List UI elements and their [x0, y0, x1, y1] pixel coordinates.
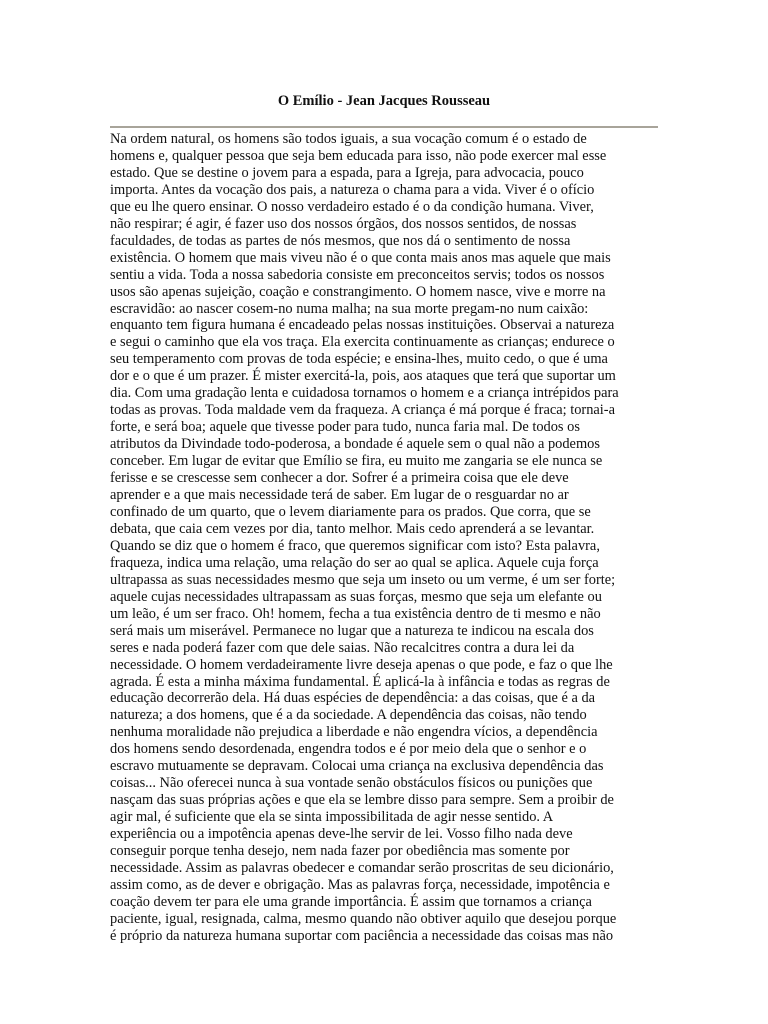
body-text-line: estado. Que se destine o jovem para a espada, para a Igreja, para advocacia, pouco — [110, 164, 584, 181]
body-text-line: dia. Com uma gradação lenta e cuidadosa tornamos o homem e a criança intrépidos para — [110, 385, 619, 402]
body-text-line: todas as provas. Toda maldade vem da fraqueza. A criança é má porque é fraca; tornai-a — [110, 402, 615, 419]
body-text-line: paciente, igual, resignada, calma, mesmo quando não obtiver aquilo que desejou porque — [110, 910, 617, 927]
body-text-line: natureza; a dos homens, que é a da sociedade. A dependência das coisas, não tendo — [110, 707, 587, 724]
body-text-line: coação devem ter para ele uma grande importância. É assim que tornamos a criança — [110, 893, 592, 910]
body-text-line: será mais um miserável. Permanece no lugar que a natureza te indicou na escala dos — [110, 622, 594, 639]
body-text-line: homens e, qualquer pessoa que seja bem educada para isso, não pode exercer mal esse — [110, 147, 607, 164]
body-text-line: escravo mutuamente se depravam. Colocai uma criança na exclusiva dependência das — [110, 758, 604, 775]
body-text-line: um leão, é um ser fraco. Oh! homem, fecha a tua existência dentro de ti mesmo e não — [110, 605, 601, 622]
body-text-line: ferisse e se crescesse sem conhecer a dor. Sofrer é a primeira coisa que ele deve — [110, 470, 569, 487]
body-text-line: conseguir porque tenha desejo, nem nada fazer por obediência mas somente por — [110, 843, 570, 860]
body-text-line: sentiu a vida. Toda a nossa sabedoria consiste em preconceitos servis; todos os nossos — [110, 266, 605, 283]
body-text-line: conceber. Em lugar de evitar que Emílio se fira, eu muito me zangaria se ele nunca se — [110, 453, 603, 470]
title-divider — [110, 126, 658, 128]
body-text-line: necessidade. Assim as palavras obedecer e comandar serão proscritas de seu dicionário, — [110, 859, 614, 876]
body-text-line: confinado de um quarto, que o levem diariamente para os prados. Que corra, que se — [110, 503, 591, 520]
body-text-line: seres e nada poderá fazer com que dele saias. Não recalcitres contra a dura lei da — [110, 639, 575, 656]
body-text-line: dor e o que é um prazer. É mister exercitá-la, pois, aos ataques que terá que suportar um — [110, 368, 616, 385]
body-text-line: debata, que caia cem vezes por dia, tanto melhor. Mais cedo aprenderá a se levantar. — [110, 520, 595, 537]
body-text-line: necessidade. O homem verdadeiramente livre deseja apenas o que pode, e faz o que lhe — [110, 656, 613, 673]
body-text-line: escravidão: ao nascer cosem-no numa malha; na sua morte pregam-no num caixão: — [110, 300, 589, 317]
body-text-line: enquanto tem figura humana é encadeado pelas nossas instituições. Observai a natureza — [110, 317, 615, 334]
document-body — [110, 131, 658, 945]
body-text-line: experiência ou a impotência apenas deve-lhe servir de lei. Vosso filho nada deve — [110, 826, 573, 843]
body-text-line: agir mal, é suficiente que ela se sinta impossibilitada de agir nesse sentido. A — [110, 809, 554, 826]
body-text-line: atributos da Divindade todo-poderosa, a bondade é aquele sem o qual não a podemos — [110, 436, 600, 453]
body-text-line: aquele cujas necessidades ultrapassam as suas forças, mesmo que seja um elefante ou — [110, 588, 602, 605]
body-text-line: aprender e a que mais necessidade terá de saber. Em lugar de o resguardar no ar — [110, 487, 569, 504]
body-text-line: faculdades, de todas as partes de nós mesmos, que nos dá o sentimento de nossa — [110, 232, 571, 249]
body-text-line: Quando se diz que o homem é fraco, que queremos significar com isto? Esta palavra, — [110, 537, 600, 554]
body-text-line: nasçam das suas próprias ações e que ela se lembre disso para sempre. Sem a proibir de — [110, 792, 614, 809]
body-text-line: que eu lhe quero ensinar. O nosso verdadeiro estado é o da condição humana. Viver, — [110, 198, 594, 215]
body-text-line: ultrapassa as suas necessidades mesmo que seja um inseto ou um verme, é um ser forte; — [110, 571, 616, 588]
body-text-line: nenhuma moralidade não prejudica a liberdade e não engendra vícios, a dependência — [110, 724, 598, 741]
body-text-line: coisas... Não oferecei nunca à sua vontade senão obstáculos físicos ou punições que — [110, 775, 593, 792]
body-text-line: importa. Antes da vocação dos pais, a natureza o chama para a vida. Viver é o ofício — [110, 181, 595, 198]
body-text-line: Na ordem natural, os homens são todos iguais, a sua vocação comum é o estado de — [110, 131, 587, 147]
body-text-line: é próprio da natureza humana suportar com paciência a necessidade das coisas mas não — [110, 927, 614, 944]
document-title: O Emílio - Jean Jacques Rousseau — [277, 93, 491, 109]
body-text-line: existência. O homem que mais viveu não é o que conta mais anos mas aquele que mais — [110, 249, 611, 266]
body-text-line: agrada. É esta a minha máxima fundamental. É aplicá-la à infância e todas as regras de — [110, 673, 610, 690]
body-text-line: educação decorrerão dela. Há duas espécies de dependência: a das coisas, que é a da — [110, 690, 596, 707]
body-text-line: dos homens sendo desordenada, engendra todos e é por meio dela que o senhor e o — [110, 741, 587, 758]
body-text-line: e segui o caminho que ela vos traça. Ela exercita continuamente as crianças; endurece o — [110, 334, 615, 351]
body-text-line: fraqueza, indica uma relação, uma relação do ser ao qual se aplica. Aquele cuja força — [110, 554, 599, 571]
body-text-line: forte, e será boa; aquele que tivesse poder para tudo, nunca faria mal. De todos os — [110, 419, 580, 436]
body-text-line: assim como, as de dever e obrigação. Mas as palavras força, necessidade, impotência e — [110, 876, 610, 893]
body-text-line: seu temperamento com provas de toda espécie; e ensina-lhes, muito cedo, o que é uma — [110, 351, 608, 368]
body-text-line: usos são apenas sujeição, coação e constrangimento. O homem nasce, vive e morre na — [110, 283, 606, 300]
body-text-line: não respirar; é agir, é fazer uso dos nossos órgãos, dos nossos sentidos, de nossas — [110, 215, 577, 232]
